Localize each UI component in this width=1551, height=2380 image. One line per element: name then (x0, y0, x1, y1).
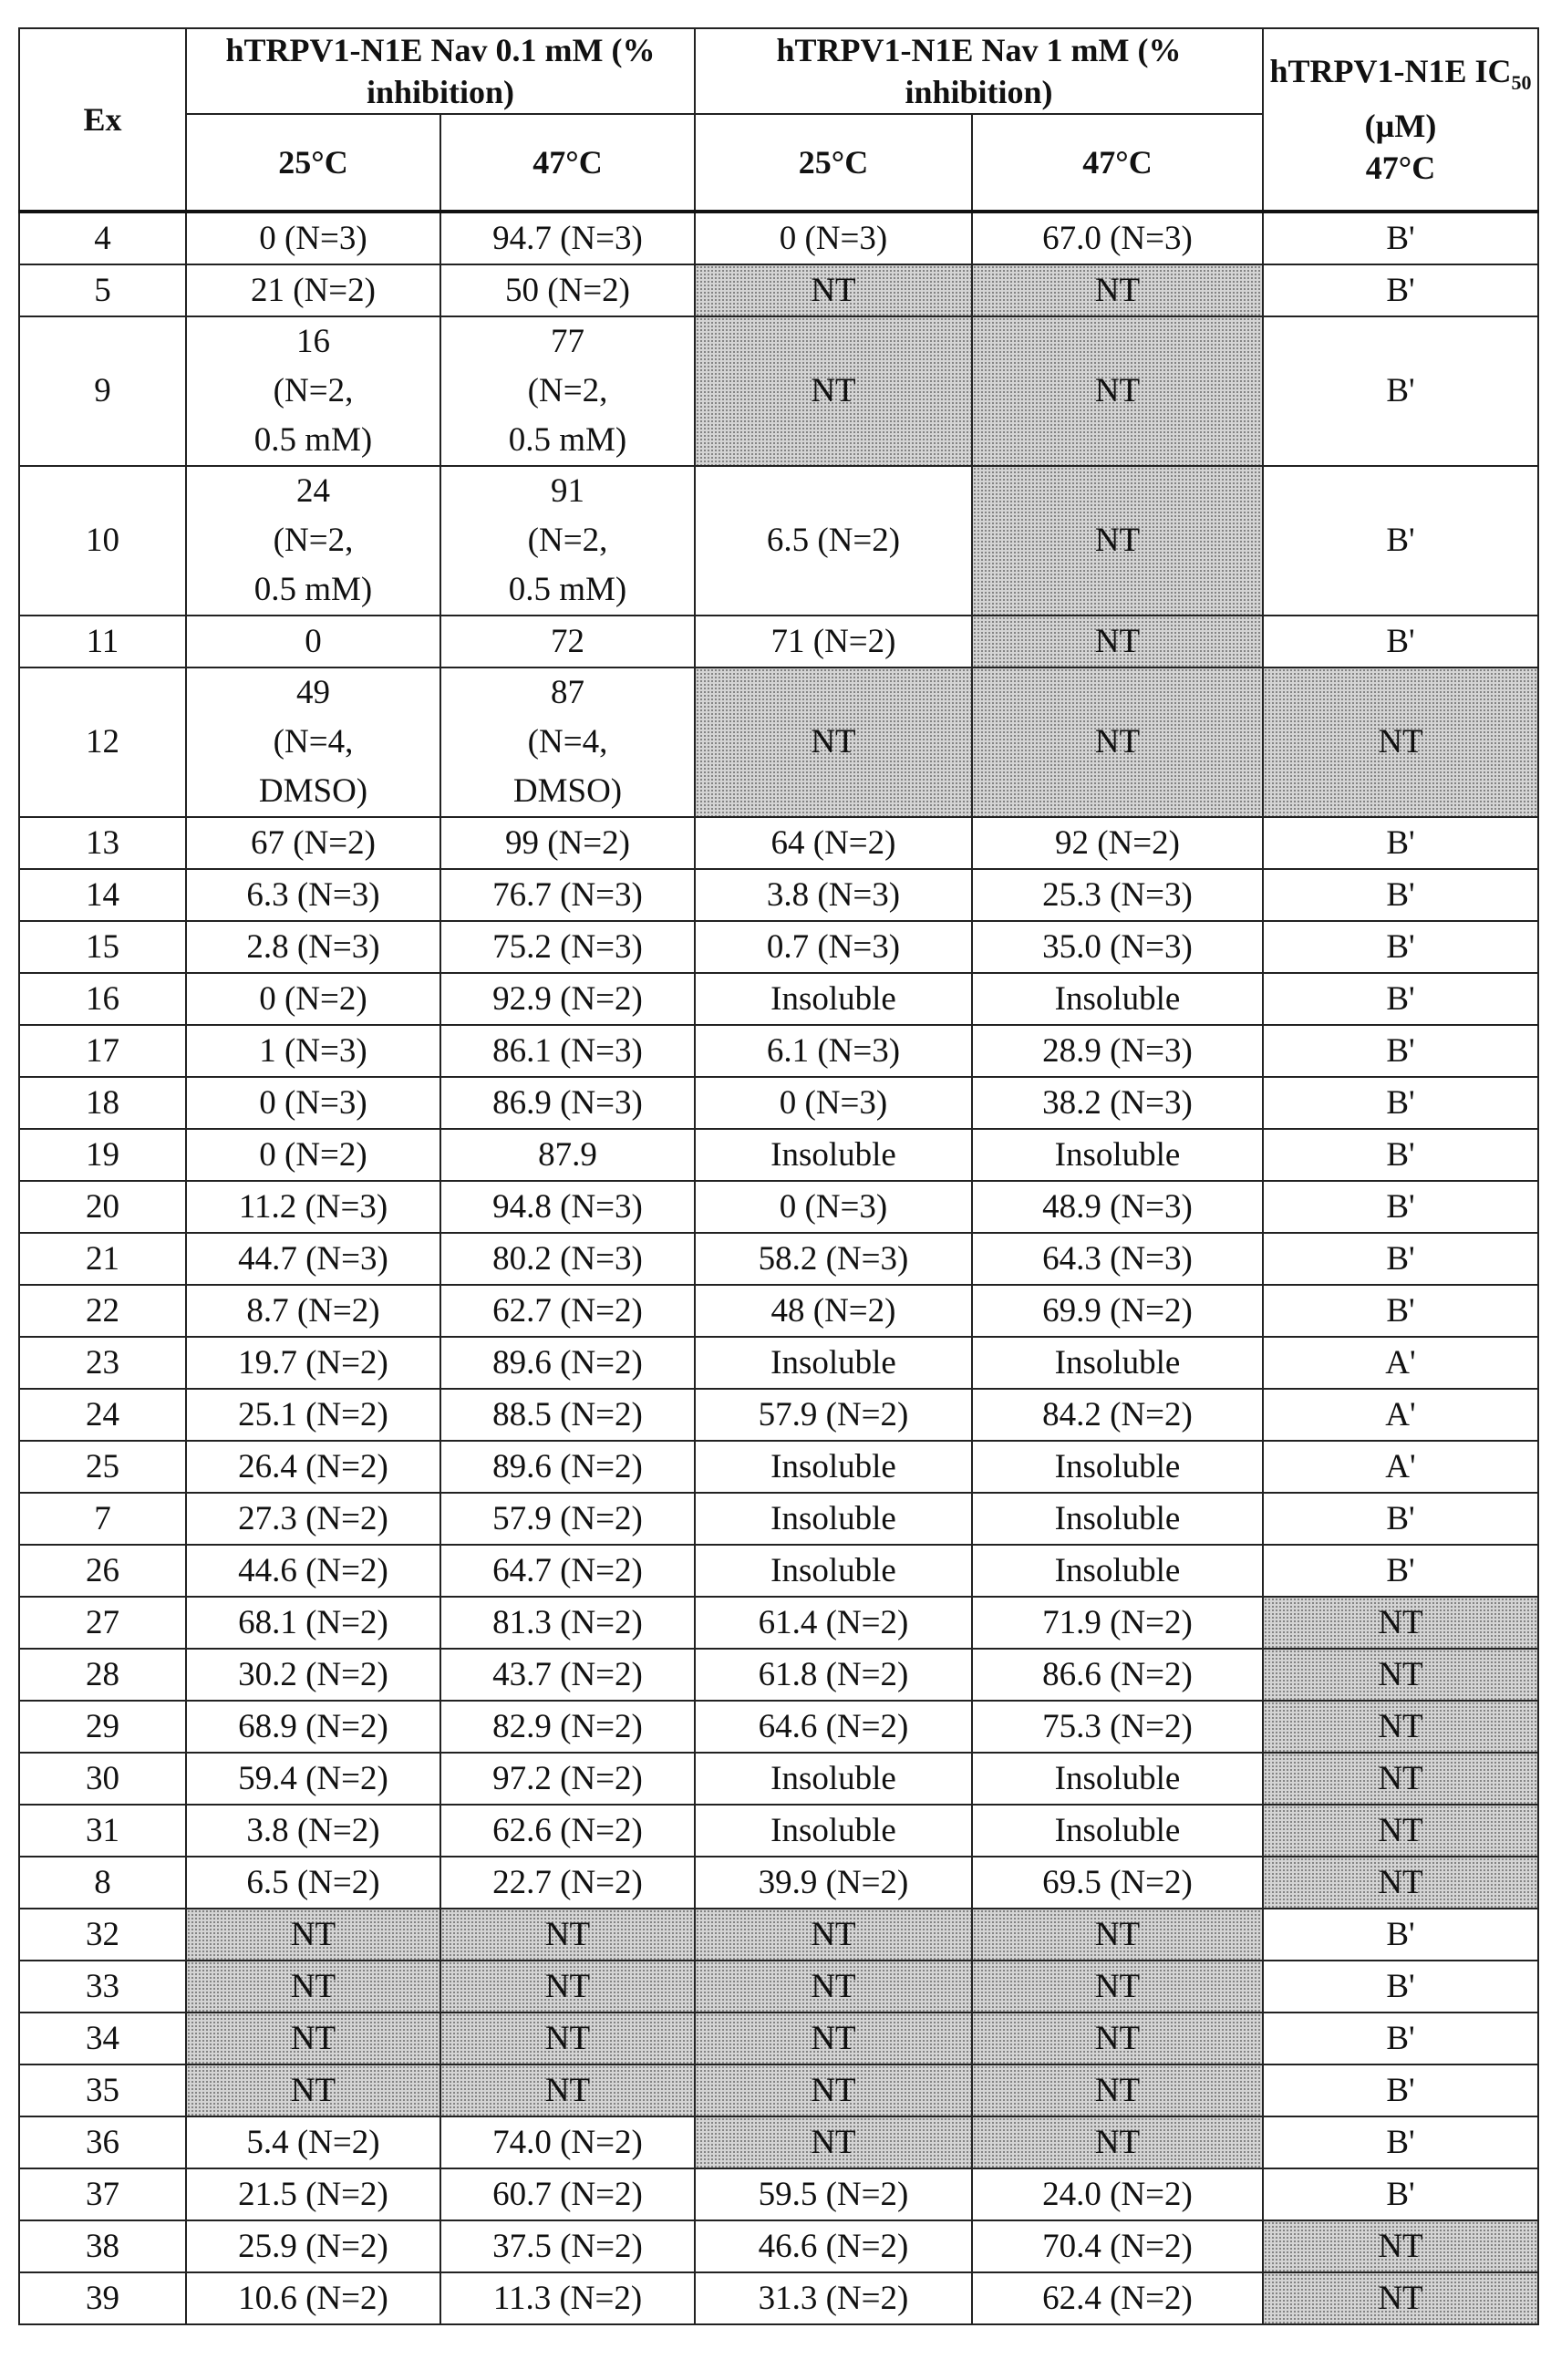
table-row (19, 316, 1538, 466)
nav1-25c-cell: NT (695, 2064, 972, 2116)
ex-cell: 29 (19, 1701, 186, 1753)
nav1-25c-cell: 0 (N=3) (695, 1077, 972, 1129)
nav01-47c-cell: 37.5 (N=2) (440, 2220, 695, 2272)
nav1-25c-cell: Insoluble (695, 1337, 972, 1389)
ex-cell: 36 (19, 2116, 186, 2168)
ic50-cell: A' (1263, 1389, 1538, 1441)
header-ic50-subscript: 50 (1512, 72, 1532, 95)
ic50-cell: B' (1263, 921, 1538, 973)
ic50-cell: B' (1263, 973, 1538, 1025)
nav01-25c-cell: 44.7 (N=3) (186, 1233, 440, 1285)
ic50-cell: B' (1263, 1909, 1538, 1961)
nav1-25c-cell: 6.5 (N=2) (695, 466, 972, 616)
nav01-25c-cell: 0 (N=3) (186, 212, 440, 264)
nav1-47c-cell: 69.5 (N=2) (972, 1857, 1263, 1909)
nav01-47c-cell: 92.9 (N=2) (440, 973, 695, 1025)
table-row (19, 973, 1538, 1025)
nav1-47c-cell: 92 (N=2) (972, 817, 1263, 869)
nav1-47c-cell: Insoluble (972, 973, 1263, 1025)
nav01-25c-cell: NT (186, 2013, 440, 2064)
table-row (19, 1233, 1538, 1285)
nav01-25c-cell: 0 (N=2) (186, 1129, 440, 1181)
ex-cell: 8 (19, 1857, 186, 1909)
nav01-47c-cell: 75.2 (N=3) (440, 921, 695, 973)
ex-cell: 23 (19, 1337, 186, 1389)
header-25c: 25°C (695, 114, 972, 212)
ex-cell: 35 (19, 2064, 186, 2116)
table-row (19, 2168, 1538, 2220)
nav01-47c-cell: 89.6 (N=2) (440, 1337, 695, 1389)
ic50-cell: B' (1263, 1493, 1538, 1545)
ex-cell: 25 (19, 1441, 186, 1493)
ic50-cell: B' (1263, 212, 1538, 264)
nav01-47c-cell: NT (440, 2013, 695, 2064)
nav01-25c-cell: 68.1 (N=2) (186, 1597, 440, 1649)
nav1-47c-cell: 67.0 (N=3) (972, 212, 1263, 264)
header-47c: 47°C (972, 114, 1263, 212)
nav1-47c-cell: 70.4 (N=2) (972, 2220, 1263, 2272)
nav01-25c-cell: NT (186, 1961, 440, 2013)
ex-cell: 18 (19, 1077, 186, 1129)
table-row (19, 1389, 1538, 1441)
ic50-cell: NT (1263, 1649, 1538, 1701)
ic50-cell: NT (1263, 667, 1538, 817)
nav01-25c-cell: 24 (N=2, 0.5 mM) (186, 466, 440, 616)
ex-cell: 14 (19, 869, 186, 921)
nav1-25c-cell: NT (695, 2116, 972, 2168)
nav1-47c-cell: Insoluble (972, 1129, 1263, 1181)
nav01-47c-cell: 88.5 (N=2) (440, 1389, 695, 1441)
nav01-47c-cell: 94.8 (N=3) (440, 1181, 695, 1233)
table-row (19, 1701, 1538, 1753)
header-nav-1mm: hTRPV1-N1E Nav 1 mM (% inhibition) (695, 28, 1263, 114)
nav1-47c-cell: 64.3 (N=3) (972, 1233, 1263, 1285)
ic50-cell: B' (1263, 2116, 1538, 2168)
nav1-47c-cell: 75.3 (N=2) (972, 1701, 1263, 1753)
table-row (19, 1961, 1538, 2013)
nav1-25c-cell: NT (695, 2013, 972, 2064)
nav01-25c-cell: 59.4 (N=2) (186, 1753, 440, 1805)
table-row (19, 1753, 1538, 1805)
nav01-25c-cell: 26.4 (N=2) (186, 1441, 440, 1493)
table-row (19, 1077, 1538, 1129)
ex-cell: 19 (19, 1129, 186, 1181)
table-row (19, 1857, 1538, 1909)
ex-cell: 34 (19, 2013, 186, 2064)
nav01-47c-cell: 76.7 (N=3) (440, 869, 695, 921)
nav1-47c-cell: NT (972, 1961, 1263, 2013)
nav1-47c-cell: NT (972, 2116, 1263, 2168)
ex-cell: 4 (19, 212, 186, 264)
nav1-25c-cell: Insoluble (695, 1753, 972, 1805)
nav1-25c-cell: 57.9 (N=2) (695, 1389, 972, 1441)
nav01-47c-cell: 99 (N=2) (440, 817, 695, 869)
ic50-cell: B' (1263, 2013, 1538, 2064)
nav1-25c-cell: NT (695, 1909, 972, 1961)
nav01-25c-cell: 6.5 (N=2) (186, 1857, 440, 1909)
nav01-47c-cell: 87.9 (440, 1129, 695, 1181)
table-row (19, 1025, 1538, 1077)
nav1-47c-cell: NT (972, 616, 1263, 667)
ex-cell: 31 (19, 1805, 186, 1857)
header-ic50 (1263, 28, 1538, 212)
nav01-47c-cell: 72 (440, 616, 695, 667)
nav01-47c-cell: NT (440, 1909, 695, 1961)
header-nav-0-1mm: hTRPV1-N1E Nav 0.1 mM (% inhibition) (186, 28, 695, 114)
ic50-cell: A' (1263, 1337, 1538, 1389)
ex-cell: 5 (19, 264, 186, 316)
ic50-cell: B' (1263, 1961, 1538, 2013)
nav1-25c-cell: Insoluble (695, 973, 972, 1025)
table-row (19, 1597, 1538, 1649)
nav1-47c-cell: 48.9 (N=3) (972, 1181, 1263, 1233)
nav01-25c-cell: 2.8 (N=3) (186, 921, 440, 973)
ic50-cell: B' (1263, 264, 1538, 316)
table-body (19, 212, 1538, 2324)
table-row (19, 1337, 1538, 1389)
table-row (19, 1805, 1538, 1857)
ex-cell: 28 (19, 1649, 186, 1701)
nav1-25c-cell: 64.6 (N=2) (695, 1701, 972, 1753)
nav1-25c-cell: 59.5 (N=2) (695, 2168, 972, 2220)
inhibition-data-table (18, 27, 1539, 2325)
nav01-47c-cell: 80.2 (N=3) (440, 1233, 695, 1285)
table-row (19, 1909, 1538, 1961)
nav1-25c-cell: 31.3 (N=2) (695, 2272, 972, 2324)
table-row (19, 921, 1538, 973)
nav01-25c-cell: 49 (N=4, DMSO) (186, 667, 440, 817)
nav01-47c-cell: 74.0 (N=2) (440, 2116, 695, 2168)
nav1-47c-cell: Insoluble (972, 1493, 1263, 1545)
ic50-cell: B' (1263, 1545, 1538, 1597)
ex-cell: 33 (19, 1961, 186, 2013)
nav01-47c-cell: 22.7 (N=2) (440, 1857, 695, 1909)
nav1-25c-cell: NT (695, 667, 972, 817)
table-row (19, 1285, 1538, 1337)
nav01-25c-cell: NT (186, 2064, 440, 2116)
nav1-25c-cell: 46.6 (N=2) (695, 2220, 972, 2272)
header-row-1 (19, 28, 1538, 114)
nav01-25c-cell: 5.4 (N=2) (186, 2116, 440, 2168)
nav1-25c-cell: 71 (N=2) (695, 616, 972, 667)
nav1-25c-cell: 3.8 (N=3) (695, 869, 972, 921)
nav1-47c-cell: 69.9 (N=2) (972, 1285, 1263, 1337)
nav1-25c-cell: 0 (N=3) (695, 1181, 972, 1233)
ex-cell: 15 (19, 921, 186, 973)
nav1-47c-cell: Insoluble (972, 1545, 1263, 1597)
ic50-cell: B' (1263, 2168, 1538, 2220)
nav1-25c-cell: Insoluble (695, 1545, 972, 1597)
table-row (19, 1493, 1538, 1545)
ex-cell: 22 (19, 1285, 186, 1337)
nav1-25c-cell: Insoluble (695, 1805, 972, 1857)
table-row (19, 1441, 1538, 1493)
ic50-cell: NT (1263, 1701, 1538, 1753)
table-row (19, 1649, 1538, 1701)
ic50-cell: B' (1263, 466, 1538, 616)
nav1-47c-cell: NT (972, 264, 1263, 316)
nav1-25c-cell: 6.1 (N=3) (695, 1025, 972, 1077)
nav1-25c-cell: Insoluble (695, 1441, 972, 1493)
header-ic50-label: hTRPV1-N1E IC (1269, 53, 1511, 89)
nav01-25c-cell: 1 (N=3) (186, 1025, 440, 1077)
table-row (19, 869, 1538, 921)
nav01-25c-cell: NT (186, 1909, 440, 1961)
nav01-47c-cell: 77 (N=2, 0.5 mM) (440, 316, 695, 466)
ex-cell: 27 (19, 1597, 186, 1649)
ic50-cell: NT (1263, 1753, 1538, 1805)
table-row (19, 2064, 1538, 2116)
nav1-25c-cell: 0 (N=3) (695, 212, 972, 264)
nav01-25c-cell: 0 (186, 616, 440, 667)
nav01-25c-cell: 11.2 (N=3) (186, 1181, 440, 1233)
nav1-25c-cell: NT (695, 1961, 972, 2013)
ex-cell: 7 (19, 1493, 186, 1545)
ex-cell: 16 (19, 973, 186, 1025)
nav1-25c-cell: 64 (N=2) (695, 817, 972, 869)
nav01-47c-cell: 62.7 (N=2) (440, 1285, 695, 1337)
nav01-25c-cell: 0 (N=2) (186, 973, 440, 1025)
ex-cell: 37 (19, 2168, 186, 2220)
nav1-47c-cell: 28.9 (N=3) (972, 1025, 1263, 1077)
nav1-25c-cell: 39.9 (N=2) (695, 1857, 972, 1909)
nav01-47c-cell: 91 (N=2, 0.5 mM) (440, 466, 695, 616)
ic50-cell: B' (1263, 316, 1538, 466)
ic50-cell: NT (1263, 1857, 1538, 1909)
nav1-47c-cell: 62.4 (N=2) (972, 2272, 1263, 2324)
nav1-25c-cell: 48 (N=2) (695, 1285, 972, 1337)
nav01-47c-cell: 86.1 (N=3) (440, 1025, 695, 1077)
nav1-47c-cell: 25.3 (N=3) (972, 869, 1263, 921)
nav1-47c-cell: Insoluble (972, 1441, 1263, 1493)
nav01-25c-cell: 0 (N=3) (186, 1077, 440, 1129)
ic50-cell: NT (1263, 1805, 1538, 1857)
nav01-25c-cell: 16 (N=2, 0.5 mM) (186, 316, 440, 466)
table-row (19, 212, 1538, 264)
table-row (19, 2272, 1538, 2324)
nav01-47c-cell: 43.7 (N=2) (440, 1649, 695, 1701)
table-row (19, 616, 1538, 667)
nav01-25c-cell: 6.3 (N=3) (186, 869, 440, 921)
nav1-25c-cell: 61.8 (N=2) (695, 1649, 972, 1701)
header-ex: Ex (19, 28, 186, 212)
header-47c: 47°C (440, 114, 695, 212)
nav01-25c-cell: 21.5 (N=2) (186, 2168, 440, 2220)
ex-cell: 17 (19, 1025, 186, 1077)
ex-cell: 38 (19, 2220, 186, 2272)
table-row (19, 1181, 1538, 1233)
nav1-25c-cell: NT (695, 316, 972, 466)
nav01-47c-cell: NT (440, 2064, 695, 2116)
nav01-25c-cell: 3.8 (N=2) (186, 1805, 440, 1857)
nav01-25c-cell: 10.6 (N=2) (186, 2272, 440, 2324)
ic50-cell: B' (1263, 1181, 1538, 1233)
nav1-25c-cell: NT (695, 264, 972, 316)
nav1-47c-cell: 38.2 (N=3) (972, 1077, 1263, 1129)
nav1-47c-cell: 24.0 (N=2) (972, 2168, 1263, 2220)
nav01-47c-cell: 97.2 (N=2) (440, 1753, 695, 1805)
nav1-25c-cell: 0.7 (N=3) (695, 921, 972, 973)
nav1-25c-cell: Insoluble (695, 1129, 972, 1181)
ic50-cell: B' (1263, 869, 1538, 921)
header-ic50-unit: (µM) 47°C (1365, 108, 1437, 186)
nav01-47c-cell: 86.9 (N=3) (440, 1077, 695, 1129)
nav01-25c-cell: 19.7 (N=2) (186, 1337, 440, 1389)
nav01-25c-cell: 27.3 (N=2) (186, 1493, 440, 1545)
ex-cell: 12 (19, 667, 186, 817)
ex-cell: 21 (19, 1233, 186, 1285)
table-row (19, 817, 1538, 869)
ic50-cell: B' (1263, 1233, 1538, 1285)
nav01-47c-cell: 60.7 (N=2) (440, 2168, 695, 2220)
ex-cell: 24 (19, 1389, 186, 1441)
nav01-47c-cell: NT (440, 1961, 695, 2013)
nav01-25c-cell: 30.2 (N=2) (186, 1649, 440, 1701)
ex-cell: 13 (19, 817, 186, 869)
nav01-25c-cell: 25.1 (N=2) (186, 1389, 440, 1441)
table-row (19, 2013, 1538, 2064)
nav1-25c-cell: 61.4 (N=2) (695, 1597, 972, 1649)
nav1-47c-cell: 84.2 (N=2) (972, 1389, 1263, 1441)
nav1-47c-cell: NT (972, 316, 1263, 466)
nav1-47c-cell: NT (972, 2064, 1263, 2116)
ic50-cell: B' (1263, 2064, 1538, 2116)
ex-cell: 9 (19, 316, 186, 466)
ic50-cell: B' (1263, 1077, 1538, 1129)
nav01-25c-cell: 8.7 (N=2) (186, 1285, 440, 1337)
nav1-25c-cell: 58.2 (N=3) (695, 1233, 972, 1285)
table-row (19, 1129, 1538, 1181)
ex-cell: 11 (19, 616, 186, 667)
ic50-cell: B' (1263, 1285, 1538, 1337)
ex-cell: 39 (19, 2272, 186, 2324)
nav01-47c-cell: 82.9 (N=2) (440, 1701, 695, 1753)
table-row (19, 466, 1538, 616)
ic50-cell: NT (1263, 2272, 1538, 2324)
nav01-47c-cell: 50 (N=2) (440, 264, 695, 316)
nav1-47c-cell: 86.6 (N=2) (972, 1649, 1263, 1701)
nav1-47c-cell: NT (972, 2013, 1263, 2064)
nav1-47c-cell: Insoluble (972, 1337, 1263, 1389)
nav01-47c-cell: 81.3 (N=2) (440, 1597, 695, 1649)
nav1-47c-cell: NT (972, 1909, 1263, 1961)
table-row (19, 264, 1538, 316)
ex-cell: 26 (19, 1545, 186, 1597)
nav01-47c-cell: 87 (N=4, DMSO) (440, 667, 695, 817)
table-row (19, 2220, 1538, 2272)
nav01-47c-cell: 89.6 (N=2) (440, 1441, 695, 1493)
ic50-cell: B' (1263, 1129, 1538, 1181)
nav01-25c-cell: 44.6 (N=2) (186, 1545, 440, 1597)
nav01-25c-cell: 68.9 (N=2) (186, 1701, 440, 1753)
ic50-cell: NT (1263, 2220, 1538, 2272)
nav01-47c-cell: 62.6 (N=2) (440, 1805, 695, 1857)
nav1-47c-cell: 35.0 (N=3) (972, 921, 1263, 973)
table-row (19, 2116, 1538, 2168)
nav01-25c-cell: 21 (N=2) (186, 264, 440, 316)
ic50-cell: B' (1263, 817, 1538, 869)
nav01-25c-cell: 67 (N=2) (186, 817, 440, 869)
nav1-47c-cell: NT (972, 466, 1263, 616)
header-25c: 25°C (186, 114, 440, 212)
ic50-cell: NT (1263, 1597, 1538, 1649)
nav1-47c-cell: 71.9 (N=2) (972, 1597, 1263, 1649)
nav1-47c-cell: Insoluble (972, 1753, 1263, 1805)
ex-cell: 30 (19, 1753, 186, 1805)
nav1-47c-cell: Insoluble (972, 1805, 1263, 1857)
ex-cell: 20 (19, 1181, 186, 1233)
nav1-47c-cell: NT (972, 667, 1263, 817)
ex-cell: 10 (19, 466, 186, 616)
nav01-47c-cell: 11.3 (N=2) (440, 2272, 695, 2324)
nav01-25c-cell: 25.9 (N=2) (186, 2220, 440, 2272)
nav01-47c-cell: 57.9 (N=2) (440, 1493, 695, 1545)
nav1-25c-cell: Insoluble (695, 1493, 972, 1545)
nav01-47c-cell: 94.7 (N=3) (440, 212, 695, 264)
ic50-cell: A' (1263, 1441, 1538, 1493)
nav01-47c-cell: 64.7 (N=2) (440, 1545, 695, 1597)
table-row (19, 1545, 1538, 1597)
ic50-cell: B' (1263, 1025, 1538, 1077)
ex-cell: 32 (19, 1909, 186, 1961)
table-row (19, 667, 1538, 817)
ic50-cell: B' (1263, 616, 1538, 667)
